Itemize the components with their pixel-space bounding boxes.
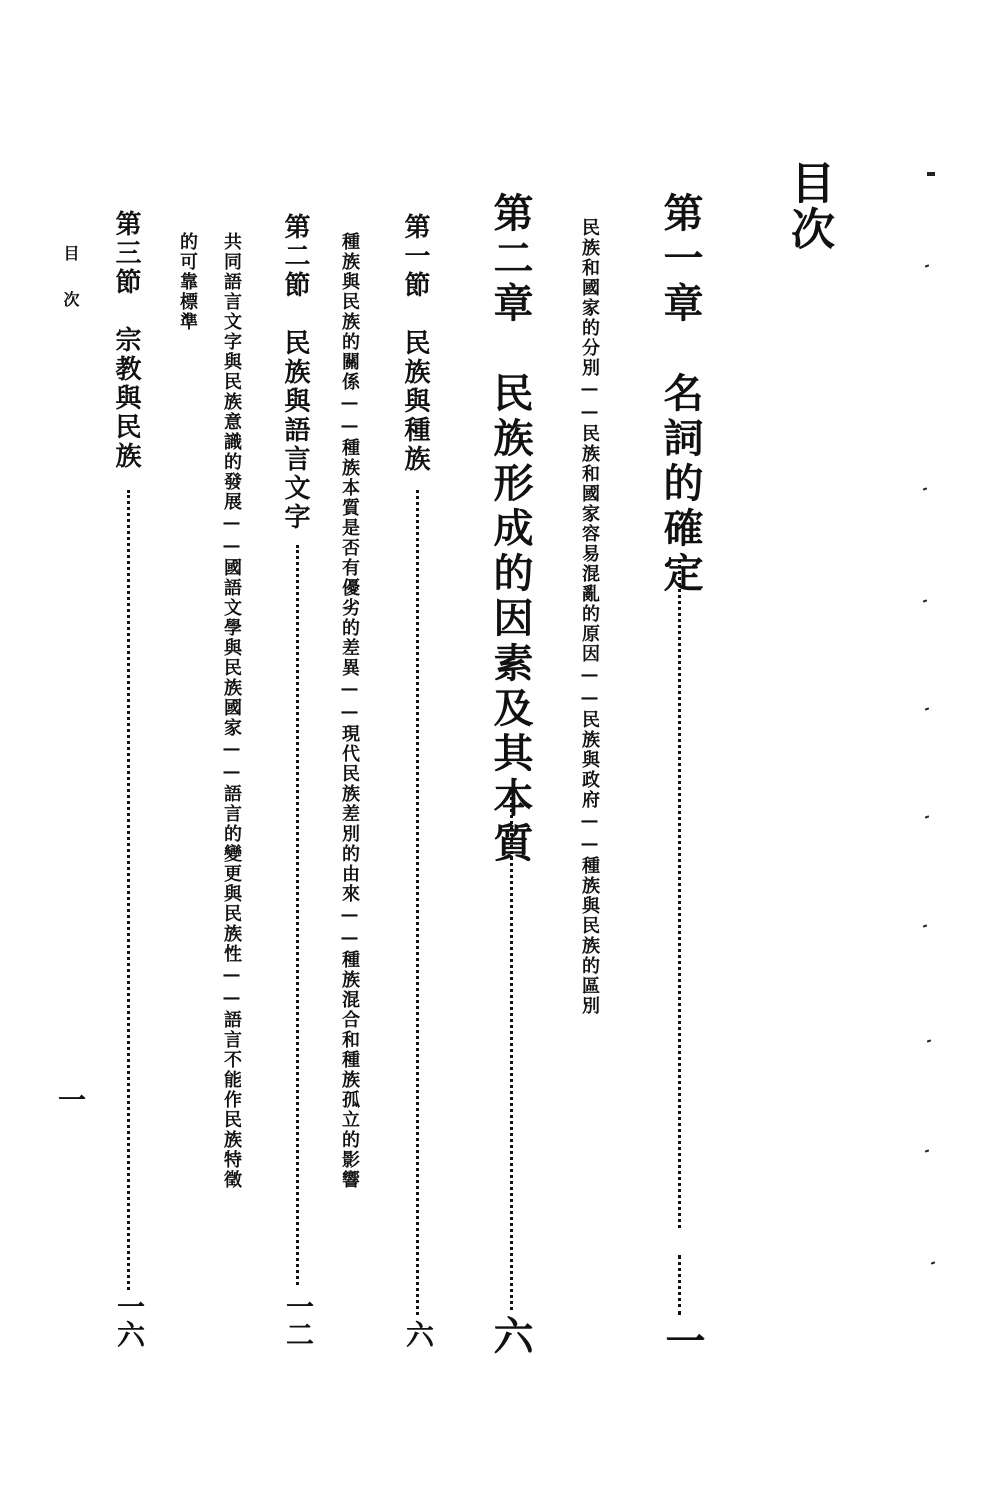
margin-mark: [925, 1149, 929, 1152]
chapter-2-page: 六: [487, 1315, 534, 1355]
chapter-2-leader: [510, 790, 513, 1310]
margin-mark: [927, 1039, 931, 1042]
margin-mark: [931, 1261, 935, 1264]
margin-mark: [923, 599, 927, 602]
chapter-1-leader: [678, 560, 681, 1228]
margin-mark: [925, 264, 929, 267]
section-2-title: 第二節 民族與語言文字: [280, 213, 310, 532]
margin-mark: [925, 815, 929, 818]
page-folio: 一: [54, 1085, 87, 1113]
page-title: 目次: [783, 160, 834, 252]
chapter-1-leader-tail: [678, 1255, 681, 1315]
margin-mark: [923, 487, 927, 490]
chapter-1-page: 一: [659, 1320, 706, 1360]
section-2-desc-line-1: 共同語言文字與民族意識的發展——國語文學與民族國家——語言的變更與民族性——語言不能作民族特徵: [221, 232, 242, 1190]
margin-mark: [927, 172, 935, 176]
margin-mark: [923, 924, 927, 927]
margin-mark: [925, 707, 929, 710]
section-3-leader: [127, 490, 130, 1290]
section-2-leader: [296, 545, 299, 1285]
section-3-page: 一六: [113, 1292, 146, 1348]
section-2-page: 一二: [282, 1292, 315, 1348]
chapter-1-title: 第一章 名詞的確定: [657, 192, 704, 597]
section-3-title: 第三節 宗教與民族: [111, 210, 141, 471]
running-head: 目次: [61, 245, 80, 337]
section-1-leader: [416, 490, 419, 1315]
section-1-title: 第一節 民族與種族: [400, 213, 430, 474]
section-1-page: 六: [402, 1320, 435, 1348]
section-2-desc-line-2: 的可靠標準: [177, 232, 198, 332]
section-1-desc: 種族與民族的關係——種族本質是否有優劣的差異——現代民族差別的由來——種族混合和種族孤立的影響: [339, 232, 360, 1190]
chapter-1-desc: 民族和國家的分別——民族和國家容易混亂的原因——民族與政府——種族與民族的區別: [579, 218, 600, 1016]
chapter-2-title: 第二章 民族形成的因素及其本質: [487, 192, 534, 867]
